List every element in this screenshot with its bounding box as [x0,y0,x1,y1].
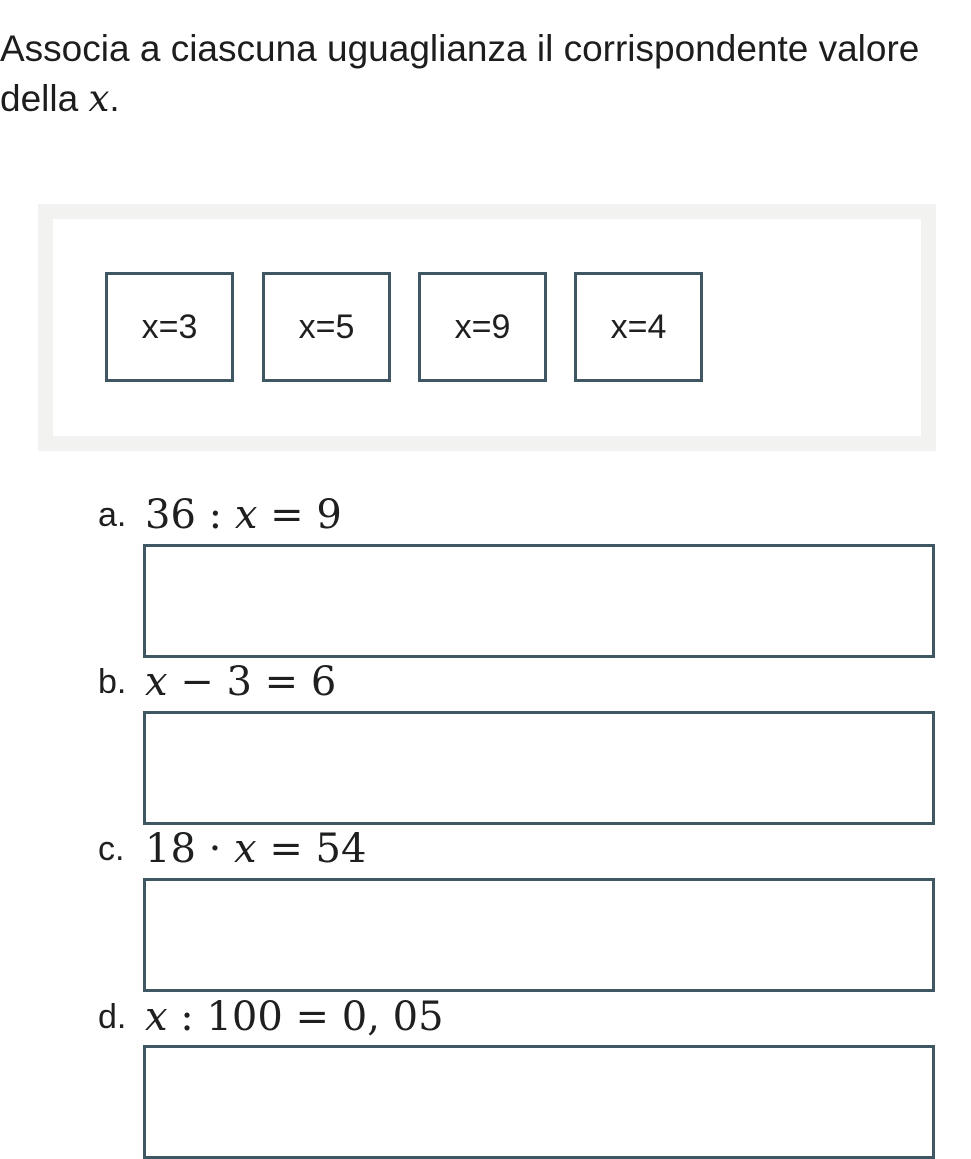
item-letter: a. [98,496,127,534]
item-equation: 36 : x = 9 [145,492,342,538]
question-suffix: . [109,78,120,119]
answer-bank-inner [53,219,921,436]
option-chip-x4[interactable]: x=4 [574,272,703,382]
drop-zone-c[interactable] [143,878,935,992]
question-prefix: Associa a ciascuna uguaglianza il corrispondente valore della [0,28,920,119]
answer-bank [38,204,936,451]
item-letter: d. [98,998,127,1036]
question-text [0,24,960,124]
item-letter: c. [98,830,125,868]
item-equation: x : 100 = 0, 05 [145,994,444,1040]
drop-zone-a[interactable] [143,544,935,658]
item-equation: x − 3 = 6 [145,659,337,705]
option-chip-x5[interactable]: x=5 [262,272,391,382]
option-chip-x3[interactable]: x=3 [105,272,234,382]
drop-zone-d[interactable] [143,1045,935,1159]
question-variable: x [88,77,110,120]
drop-zone-b[interactable] [143,711,935,825]
item-equation: 18 · x = 54 [145,826,367,872]
item-letter: b. [98,663,127,701]
option-chip-x9[interactable]: x=9 [418,272,547,382]
